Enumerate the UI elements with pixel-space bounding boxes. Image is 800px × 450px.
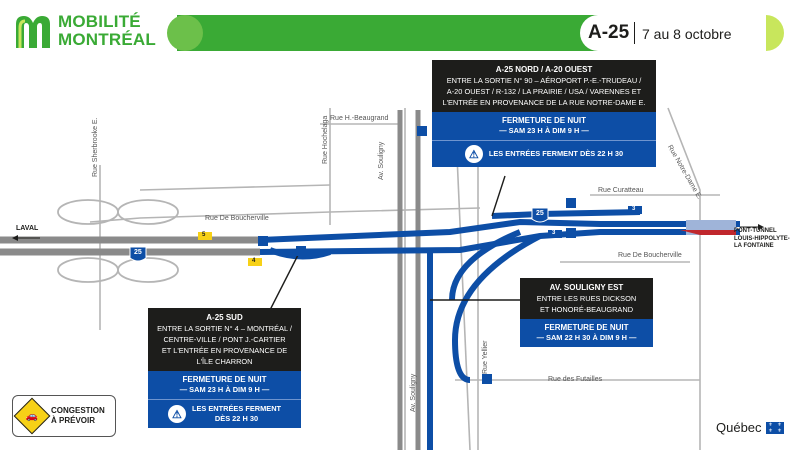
- street-label-notre-dame: Rue Notre-Dame E.: [665, 144, 703, 201]
- callout-sud-warning-text: [192, 404, 281, 424]
- callout-sud-closure: [148, 371, 301, 399]
- congestion-legend-text: [51, 406, 105, 426]
- callout-a25-sud: [148, 308, 301, 428]
- congestion-warning-icon: 🚗: [14, 398, 51, 435]
- callout-pointers: [270, 176, 520, 310]
- callout-sud-warning-line-2: DÈS 22 H 30: [214, 414, 259, 423]
- callout-nord-title: A-25 NORD / A-20 OUEST: [495, 65, 593, 74]
- callout-nord-desc-3: L'ENTRÉE EN PROVENANCE DE LA RUE NOTRE-DAME E.: [442, 98, 646, 107]
- header-endcap-decoration: [766, 15, 784, 51]
- callout-nord-warning-text: LES ENTRÉES FERMENT DÈS 22 H 30: [488, 149, 624, 158]
- callout-nord-closure-time: — SAM 23 H À DIM 9 H —: [499, 126, 589, 135]
- quebec-wordmark: Québec: [716, 420, 762, 435]
- callout-sud-closure-title: FERMETURE DE NUIT: [182, 375, 267, 384]
- logo-wordmark: [58, 13, 156, 49]
- exit-5-label: 5: [202, 232, 206, 238]
- callout-nord-closure: [432, 112, 656, 140]
- laval-label: LAVAL: [16, 225, 39, 232]
- callout-sud-warning: [148, 399, 301, 428]
- street-label-boucherville-w: Rue De Boucherville: [205, 215, 269, 222]
- warning-icon: ⚠: [465, 145, 483, 163]
- closed-segments: [260, 212, 740, 450]
- pont-tunnel-line-2: LOUIS-HIPPOLYTE-: [734, 235, 790, 242]
- mobilite-montreal-logo-icon: [14, 14, 52, 50]
- street-label-souligny-bottom: Av. Souligny: [410, 373, 417, 412]
- callout-sud-desc-4: L'ÎLE CHARRON: [196, 357, 253, 366]
- pont-tunnel-line-3: LA FONTAINE: [734, 243, 774, 249]
- callout-souligny-title: AV. SOULIGNY EST: [549, 283, 624, 292]
- street-label-yellier: Rue Yellier: [482, 340, 489, 374]
- congestion-line-2: À PRÉVOIR: [51, 416, 96, 425]
- callout-sud-header: [148, 308, 301, 371]
- callout-sud-desc-3: ET L'ENTRÉE EN PROVENANCE DE: [161, 346, 288, 355]
- callout-souligny-closure-time: — SAM 22 H 30 À DIM 9 H —: [536, 333, 637, 342]
- route-title: A-25: [588, 22, 630, 43]
- pont-tunnel-label: [734, 228, 790, 251]
- callout-souligny-closure-title: FERMETURE DE NUIT: [544, 323, 629, 332]
- street-label-hochelaga: Rue Hochelaga: [322, 115, 329, 164]
- congestion-line-1: CONGESTION: [51, 406, 105, 415]
- callout-sud-title: A-25 SUD: [206, 313, 243, 322]
- date-range: 7 au 8 octobre: [642, 26, 732, 42]
- callout-sud-warning-line-1: LES ENTRÉES FERMENT: [191, 404, 282, 413]
- callout-a25-nord: [432, 60, 656, 167]
- callout-nord-desc-2: A-20 OUEST / R-132 / LA PRAIRIE / USA / VARENNES ET: [446, 87, 642, 96]
- map: [0, 62, 800, 450]
- callout-souligny-est: [520, 278, 653, 347]
- callout-nord-desc-1: ENTRE LA SORTIE N° 90 – AÉROPORT P.-E.-TRUDEAU /: [446, 76, 642, 85]
- street-label-futailles: Rue des Futailles: [548, 376, 603, 383]
- header: [0, 0, 800, 62]
- callout-nord-warning: [432, 140, 656, 167]
- logo-line-2: MONTRÉAL: [58, 30, 156, 49]
- street-boucherville-w-line: [90, 208, 480, 222]
- street-label-curatteau: Rue Curatteau: [598, 187, 644, 194]
- a25-shield-east-number: 25: [536, 210, 544, 217]
- congestion-legend: [12, 395, 116, 437]
- callout-souligny-desc-2: ET HONORÉ-BEAUGRAND: [539, 305, 634, 314]
- pont-tunnel-line-1: PONT-TUNNEL: [734, 228, 777, 234]
- callout-sud-desc-2: CENTRE-VILLE / PONT J.-CARTIER: [163, 335, 286, 344]
- callout-souligny-desc-1: ENTRE LES RUES DICKSON: [536, 294, 637, 303]
- street-label-boucherville-e: Rue De Boucherville: [618, 252, 682, 259]
- callout-nord-closure-title: FERMETURE DE NUIT: [502, 116, 586, 125]
- callout-souligny-header: [520, 278, 653, 319]
- exit-3b-label: 3: [552, 230, 556, 236]
- street-label-souligny-top: Av. Souligny: [378, 141, 385, 180]
- logo-line-1: MOBILITÉ: [58, 12, 141, 31]
- quebec-flag-icon: ⚜ ⚜ ⚜ ⚜: [766, 422, 784, 434]
- header-circle-decoration: [167, 15, 203, 51]
- exit-4-label: 4: [252, 258, 256, 264]
- callout-nord-header: [432, 60, 656, 112]
- header-separator: [634, 22, 635, 44]
- warning-icon: ⚠: [168, 405, 186, 423]
- callout-souligny-closure: [520, 319, 653, 347]
- callout-sud-closure-time: — SAM 23 H À DIM 9 H —: [179, 385, 270, 394]
- callout-sud-desc-1: ENTRE LA SORTIE N° 4 – MONTRÉAL /: [157, 324, 292, 333]
- street-label-sherbrooke: Rue Sherbrooke E.: [92, 117, 99, 177]
- street-label-beaugrand: Rue H.-Beaugrand: [330, 115, 389, 122]
- a25-shield-west-number: 25: [134, 249, 142, 256]
- exit-3a-label: 3: [632, 206, 636, 212]
